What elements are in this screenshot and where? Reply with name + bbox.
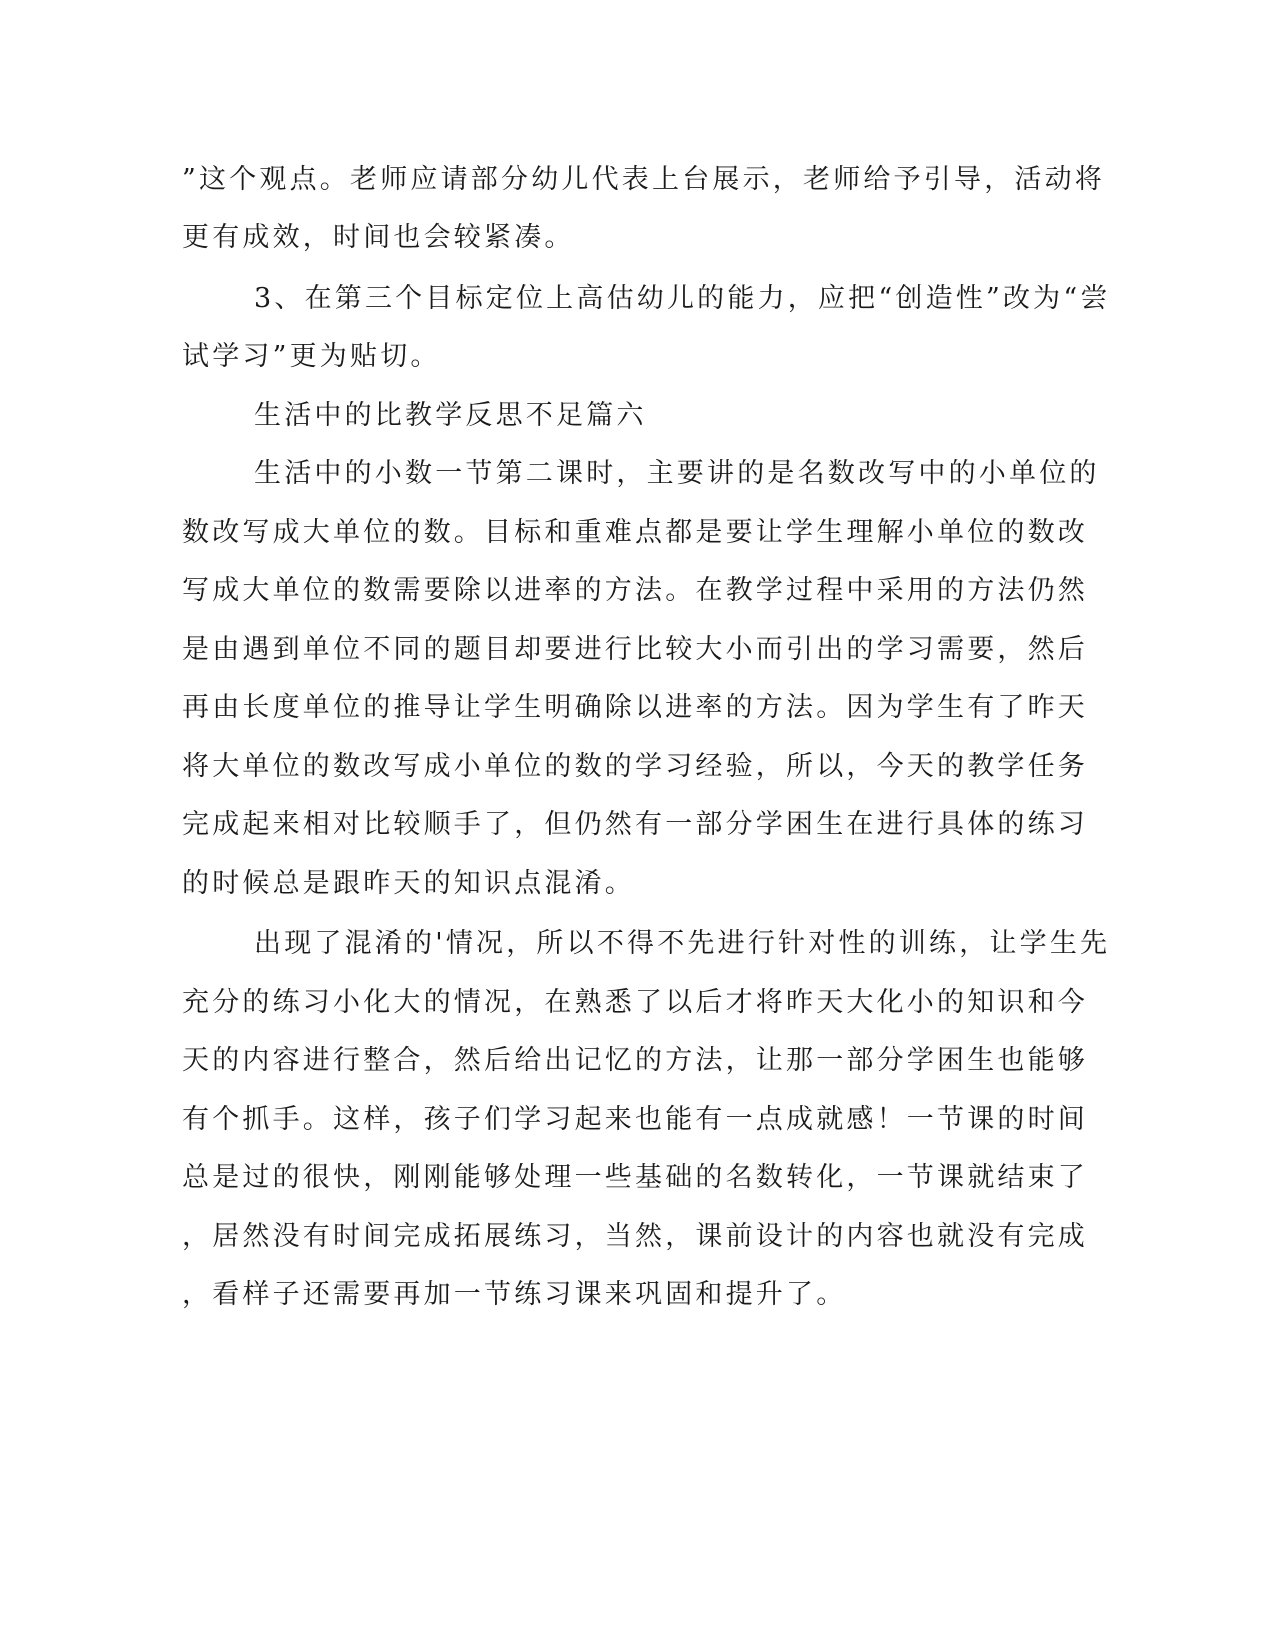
- paragraph-line: 充分的练习小化大的情况，在熟悉了以后才将昨天大化小的知识和今: [182, 987, 1088, 1018]
- paragraph-line: 的时候总是跟昨天的知识点混淆。: [182, 868, 635, 899]
- paragraph-line: 试学习”更为贴切。: [182, 341, 441, 372]
- paragraph-line: 再由长度单位的推导让学生明确除以进率的方法。因为学生有了昨天: [182, 692, 1088, 723]
- paragraph-line: 3、在第三个目标定位上高估幼儿的能力，应把“创造性”改为“尝: [254, 283, 1111, 314]
- paragraph-line: 天的内容进行整合，然后给出记忆的方法，让那一部分学困生也能够: [182, 1045, 1088, 1076]
- paragraph-line: 数改写成大单位的数。目标和重难点都是要让学生理解小单位的数改: [182, 517, 1088, 548]
- paragraph-line: 将大单位的数改写成小单位的数的学习经验，所以，今天的教学任务: [182, 751, 1088, 782]
- paragraph-line: ”这个观点。老师应请部分幼儿代表上台展示，老师给予引导，活动将: [182, 164, 1106, 195]
- paragraph-line: 是由遇到单位不同的题目却要进行比较大小而引出的学习需要，然后: [182, 634, 1088, 665]
- paragraph-line: 更有成效，时间也会较紧凑。: [182, 222, 575, 253]
- paragraph-line: 完成起来相对比较顺手了，但仍然有一部分学困生在进行具体的练习: [182, 809, 1088, 840]
- paragraph-line: 总是过的很快，刚刚能够处理一些基础的名数转化，一节课就结束了: [182, 1162, 1088, 1193]
- paragraph-line: ，居然没有时间完成拓展练习，当然，课前设计的内容也就没有完成: [182, 1221, 1088, 1252]
- paragraph-line: 生活中的小数一节第二课时，主要讲的是名数改写中的小单位的: [254, 458, 1100, 489]
- section-heading: 生活中的比教学反思不足篇六: [254, 400, 647, 431]
- paragraph-line: ，看样子还需要再加一节练习课来巩固和提升了。: [182, 1279, 847, 1310]
- paragraph-line: 写成大单位的数需要除以进率的方法。在教学过程中采用的方法仍然: [182, 575, 1088, 606]
- paragraph-line: 出现了混淆的'情况，所以不得不先进行针对性的训练，让学生先: [254, 928, 1111, 959]
- paragraph-line: 有个抓手。这样，孩子们学习起来也能有一点成就感！一节课的时间: [182, 1104, 1088, 1135]
